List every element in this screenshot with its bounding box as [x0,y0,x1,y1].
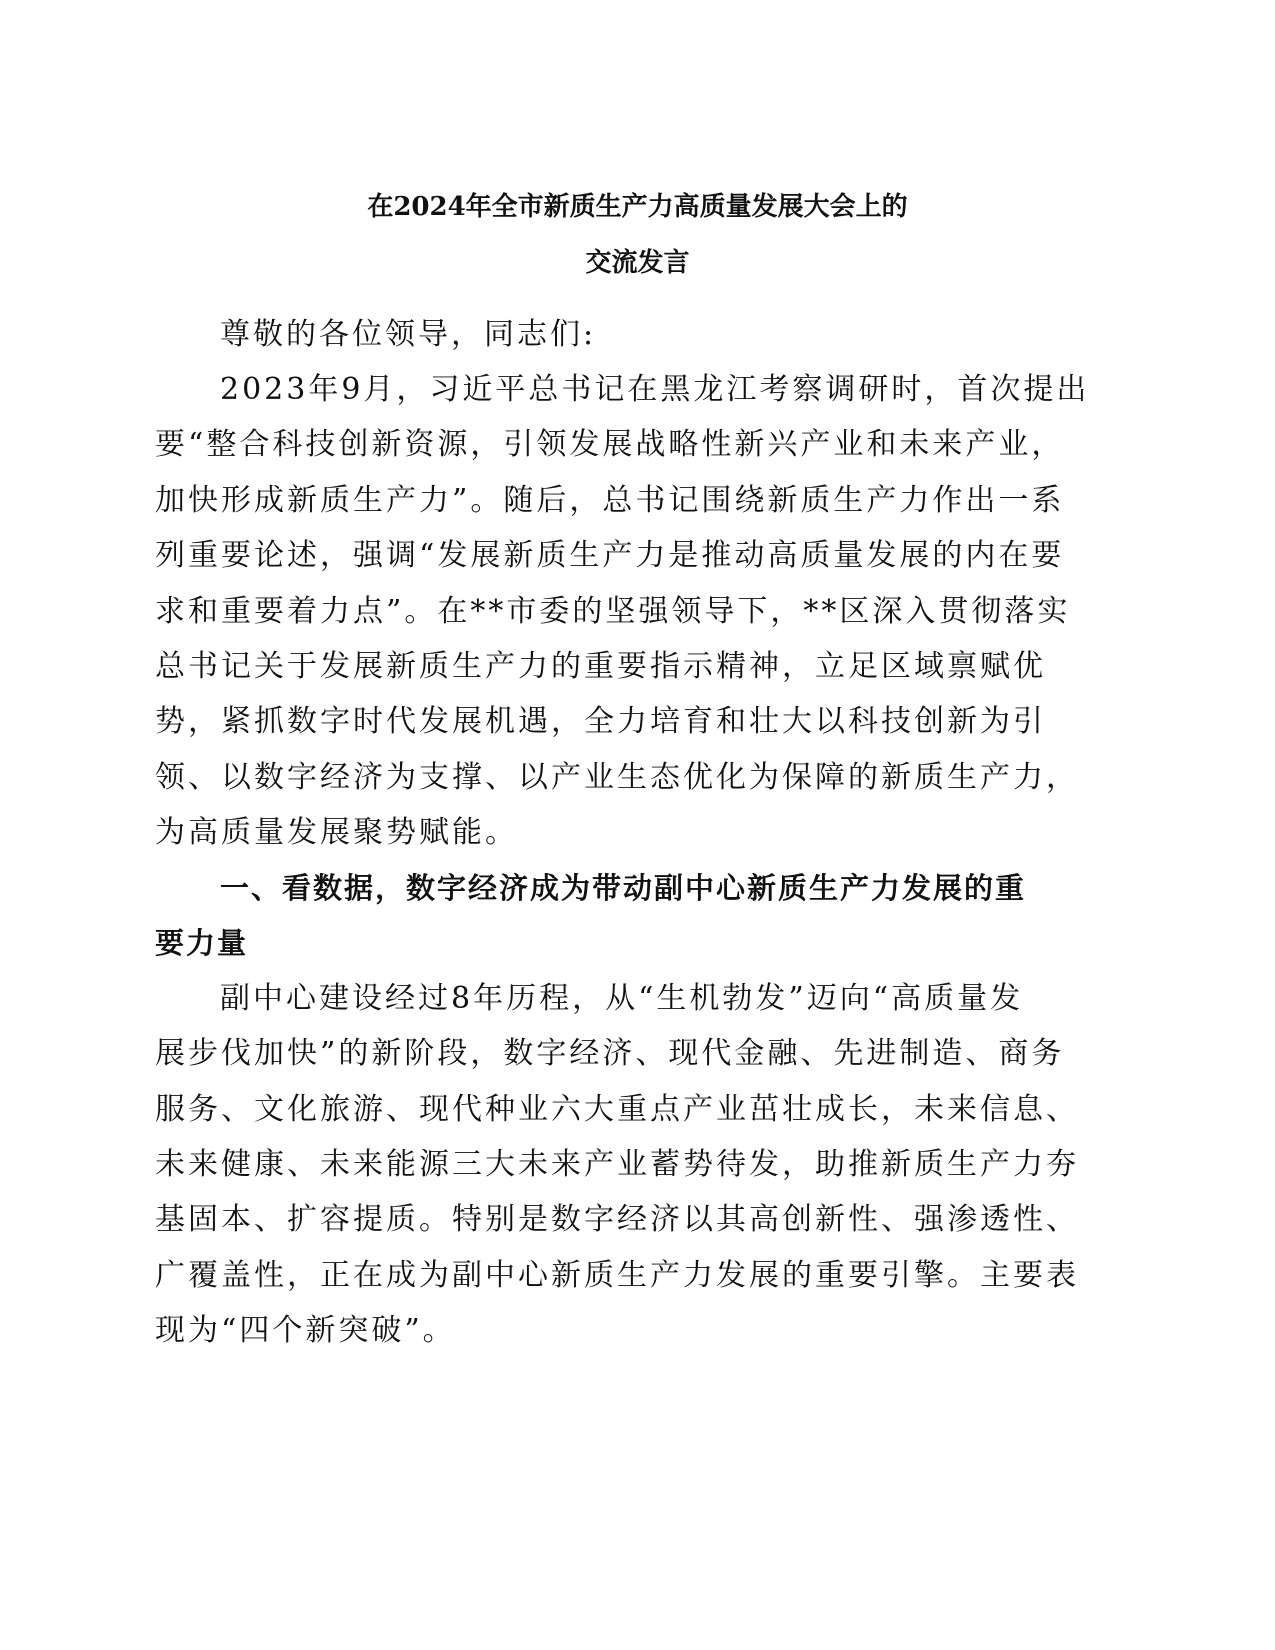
salutation: 尊敬的各位领导，同志们: [220,317,597,352]
paragraph-line: 展步伐加快”的新阶段，数字经济、现代金融、先进制造、商务 [155,1036,1065,1071]
paragraph-line: 列重要论述，强调“发展新质生产力是推动高质量发展的内在要 [155,538,1065,573]
paragraph-line: 求和重要着力点”。在**市委的坚强领导下，**区深入贯彻落实 [155,594,1071,629]
document-title-line-2: 交流发言 [585,248,690,278]
document-title-line-1: 在2024年全市新质生产力高质量发展大会上的 [367,192,908,222]
paragraph-line: 总书记关于发展新质生产力的重要指示精神，立足区域禀赋优 [155,649,1046,684]
paragraph-line: 要“整合科技创新资源，引领发展战略性新兴产业和未来产业， [155,427,1065,462]
paragraph-line: 基固本、扩容提质。特别是数字经济以其高创新性、强渗透性、 [155,1202,1079,1237]
paragraph-line: 加快形成新质生产力”。随后，总书记围绕新质生产力作出一系 [155,483,1065,518]
paragraph-line: 副中心建设经过8年历程，从“生机勃发”迈向“高质量发 [220,981,1024,1016]
paragraph-line: 广覆盖性，正在成为副中心新质生产力发展的重要引擎。主要表 [155,1258,1079,1293]
paragraph-line: 领、以数字经济为支撑、以产业生态优化为保障的新质生产力， [155,760,1079,795]
section-heading-line: 一、看数据，数字经济成为带动副中心新质生产力发展的重 [220,871,1027,905]
paragraph-line: 服务、文化旅游、现代种业六大重点产业茁壮成长，未来信息、 [155,1092,1079,1127]
paragraph-line: 未来健康、未来能源三大未来产业蓄势待发，助推新质生产力夯 [155,1147,1079,1182]
paragraph-line: 势，紧抓数字时代发展机遇，全力培育和壮大以科技创新为引 [155,704,1046,739]
paragraph-line: 现为“四个新突破”。 [155,1313,456,1348]
section-heading-line: 要力量 [155,926,249,960]
paragraph-line: 为高质量发展聚势赋能。 [155,815,518,850]
paragraph-line: 2023年9月，习近平总书记在黑龙江考察调研时，首次提出 [220,372,1090,407]
